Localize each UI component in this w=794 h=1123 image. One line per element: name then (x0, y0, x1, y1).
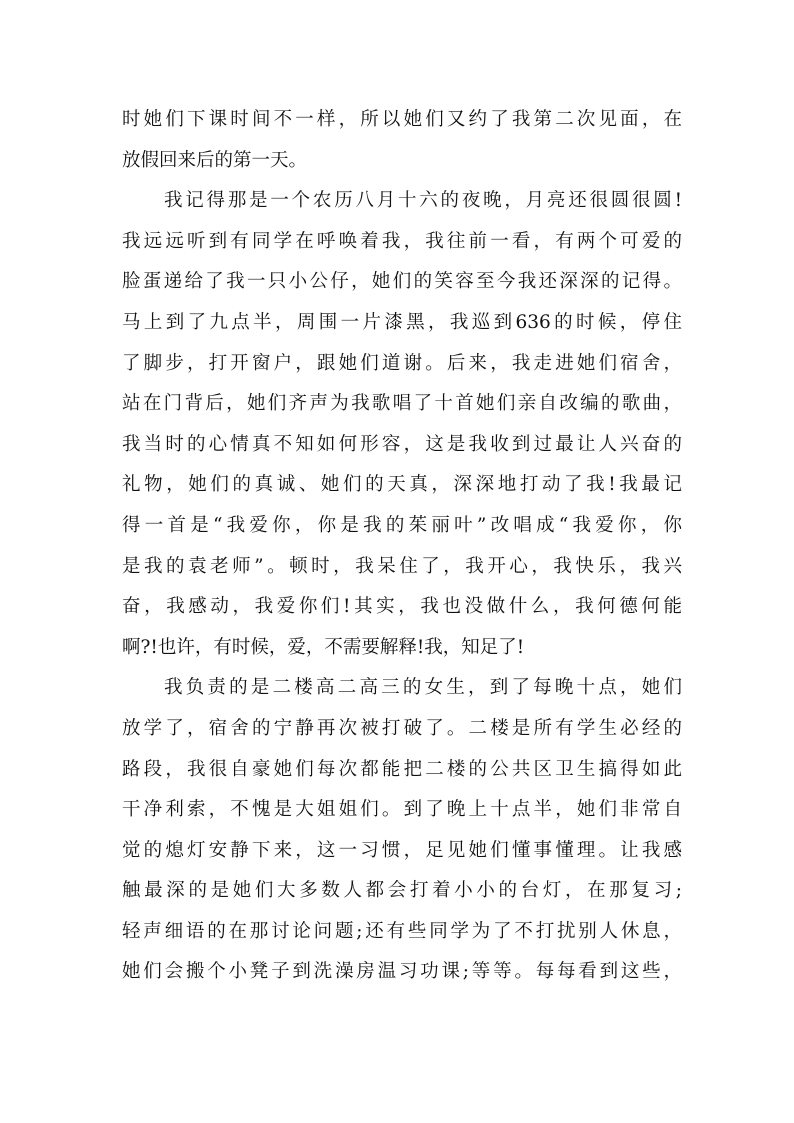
text-line: 干净利索，不愧是大姐姐们。到了晚上十点半，她们非常自 (122, 799, 682, 821)
text-line: 站在门背后，她们齐声为我歌唱了十首她们亲自改编的歌曲， (122, 393, 682, 415)
text-line: 我记得那是一个农历八月十六的夜晚，月亮还很圆很圆! (164, 190, 682, 212)
text-line: 我负责的是二楼高二高三的女生，到了每晚十点，她们 (164, 677, 682, 699)
text-line: 马上到了九点半，周围一片漆黑，我巡到636的时候，停住 (122, 311, 682, 333)
text-line: 是我的袁老师”。顿时，我呆住了，我开心，我快乐，我兴 (122, 555, 682, 577)
text-line: 路段，我很自豪她们每次都能把二楼的公共区卫生搞得如此 (122, 758, 682, 780)
body-text (122, 100, 682, 993)
text-line: 她们会搬个小凳子到洗澡房温习功课;等等。每每看到这些， (122, 961, 682, 983)
text-line: 得一首是“我爱你，你是我的茱丽叶”改唱成“我爱你，你 (122, 514, 682, 536)
text-line: 我远远听到有同学在呼唤着我，我往前一看，有两个可爱的 (122, 230, 682, 252)
text-line: 时她们下课时间不一样，所以她们又约了我第二次见面，在 (122, 109, 682, 130)
text-line: 脸蛋递给了我一只小公仔，她们的笑容至今我还深深的记得。 (122, 271, 682, 293)
text-line: 放假回来后的第一天。 (122, 149, 308, 171)
text-line: 礼物，她们的真诚、她们的天真，深深地打动了我!我最记 (122, 474, 682, 496)
text-line: 我当时的心情真不知如何形容，这是我收到过最让人兴奋的 (122, 433, 682, 455)
text-line: 放学了，宿舍的宁静再次被打破了。二楼是所有学生必经的 (122, 717, 682, 739)
text-line: 了脚步，打开窗户，跟她们道谢。后来，我走进她们宿舍， (122, 352, 682, 374)
text-line: 触最深的是她们大多数人都会打着小小的台灯，在那复习; (122, 880, 682, 902)
text-line: 奋，我感动，我爱你们!其实，我也没做什么，我何德何能 (122, 596, 682, 618)
text-line: 觉的熄灯安静下来，这一习惯，足见她们懂事懂理。让我感 (122, 839, 682, 861)
text-line: 轻声细语的在那讨论问题;还有些同学为了不打扰别人休息， (122, 920, 682, 942)
text-line: 啊?!也许，有时候，爱，不需要解释!我，知足了! (122, 636, 525, 658)
